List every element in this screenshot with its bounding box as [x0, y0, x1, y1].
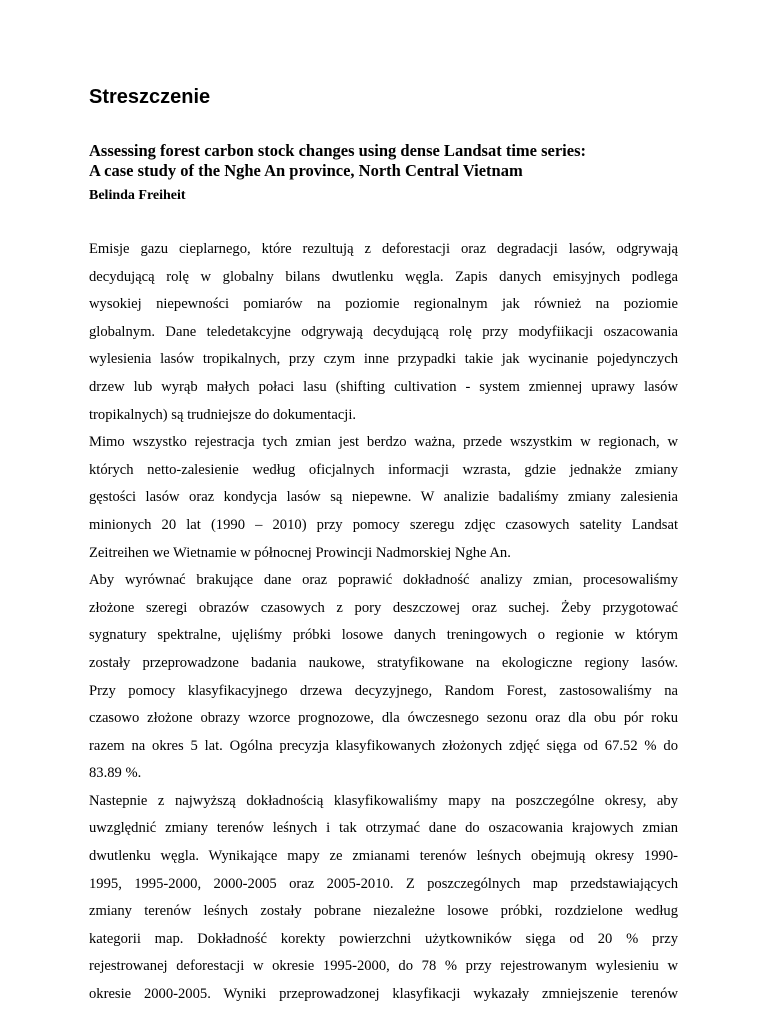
- text-line: Emisje gazu cieplarnego, które rezultują z deforestacji oraz degradacji lasów, odgrywają: [89, 241, 678, 257]
- text-line: drzew lub wyrąb małych połaci lasu (shifting cultivation - system zmiennej uprawy lasów: [89, 378, 678, 395]
- text-line: okresie 2000-2005. Wyniki przeprowadzonej klasyfikacji wykazały zmniejszenie terenów: [89, 986, 678, 1003]
- author-name: Belinda Freiheit: [89, 188, 186, 203]
- abstract-body: [89, 236, 678, 1009]
- text-line: 1995, 1995-2000, 2000-2005 oraz 2005-2010. Z poszczególnych map przedstawiających: [89, 875, 678, 892]
- text-line: czasowo złożone obrazy wzorce prognozowe, dla ówczesnego sezonu oraz dla obu pór roku: [89, 710, 678, 727]
- paper-title: [89, 141, 689, 181]
- text-line: 83.89 %.: [89, 765, 142, 782]
- text-line: uwzględnić zmiany terenów leśnych i tak otrzymać dane do oszacowania krajowych zmian: [89, 820, 678, 837]
- paper-title-line: A case study of the Nghe An province, North Central Vietnam: [89, 161, 523, 180]
- text-line: zostały przeprowadzone badania naukowe, stratyfikowane na ekologiczne regiony lasów.: [89, 654, 678, 671]
- text-line: razem na okres 5 lat. Ogólna precyzja klasyfikowanych złożonych zdjęć sięga od 67.52 % do: [89, 737, 678, 754]
- text-line: dwutlenku węgla. Wynikające mapy ze zmianami terenów leśnych obejmują okresy 1990-: [89, 848, 678, 865]
- text-line: minionych 20 lat (1990 – 2010) przy pomocy szeregu zdjęc czasowych satelity Landsat: [89, 516, 678, 533]
- text-line: decydującą rolę w globalny bilans dwutlenku węgla. Zapis danych emisyjnych podlega: [89, 268, 678, 285]
- text-line: Zeitreihen we Wietnamie w północnej Prowincji Nadmorskiej Nghe An.: [89, 544, 511, 561]
- text-line: wysokiej niepewności pomiarów na poziomie regionalnym jak również na poziomie: [89, 296, 678, 313]
- text-line: Mimo wszystko rejestracja tych zmian jest berdzo ważna, przede wszystkim w regionach, w: [89, 434, 678, 451]
- paragraph: [89, 567, 678, 788]
- text-line: globalnym. Dane teledetakcyjne odgrywają decydującą rolę przy modyfiikacji oszacowania: [89, 323, 678, 340]
- paragraph: [89, 236, 678, 429]
- text-line: kategorii map. Dokładność korekty powierzchni użytkowników sięga od 20 % przy: [89, 930, 678, 947]
- text-line: rejestrowanej deforestacji w okresie 1995-2000, do 78 % przy rejestrowanym wylesieniu w: [89, 958, 678, 975]
- text-line: Przy pomocy klasyfikacyjnego drzewa decyzyjnego, Random Forest, zastosowaliśmy na: [89, 682, 678, 699]
- text-line: wylesienia lasów tropikalnych, przy czym inne przypadki takie jak wycinanie pojedynczych: [89, 351, 678, 368]
- paper-title-line: Assessing forest carbon stock changes using dense Landsat time series:: [89, 141, 586, 160]
- text-line: których netto-zalesienie według oficjalnych informacji wzrasta, gdzie jednakże zmiany: [89, 461, 678, 478]
- text-line: sygnatury spektralne, ujęliśmy próbki losowe danych treningowych o regionie w którym: [89, 627, 678, 644]
- text-line: złożone szeregi obrazów czasowych z pory deszczowej oraz suchej. Żeby przygotować: [89, 599, 678, 616]
- paragraph: [89, 429, 678, 567]
- text-line: tropikalnych) są trudniejsze do dokumentacji.: [89, 406, 357, 423]
- paragraph: [89, 788, 678, 1009]
- text-line: zmiany terenów leśnych zostały pobrane niezależne losowe próbki, rozdzielone według: [89, 903, 678, 920]
- section-heading: Streszczenie: [89, 86, 211, 108]
- text-line: Nastepnie z najwyższą dokładnością klasyfikowaliśmy mapy na poszczególne okresy, aby: [89, 792, 678, 809]
- text-line: Aby wyrównać brakujące dane oraz poprawić dokładność analizy zmian, procesowaliśmy: [89, 572, 678, 589]
- text-line: gęstości lasów oraz kondycja lasów są niepewne. W analizie badaliśmy zmiany zalesienia: [89, 489, 678, 506]
